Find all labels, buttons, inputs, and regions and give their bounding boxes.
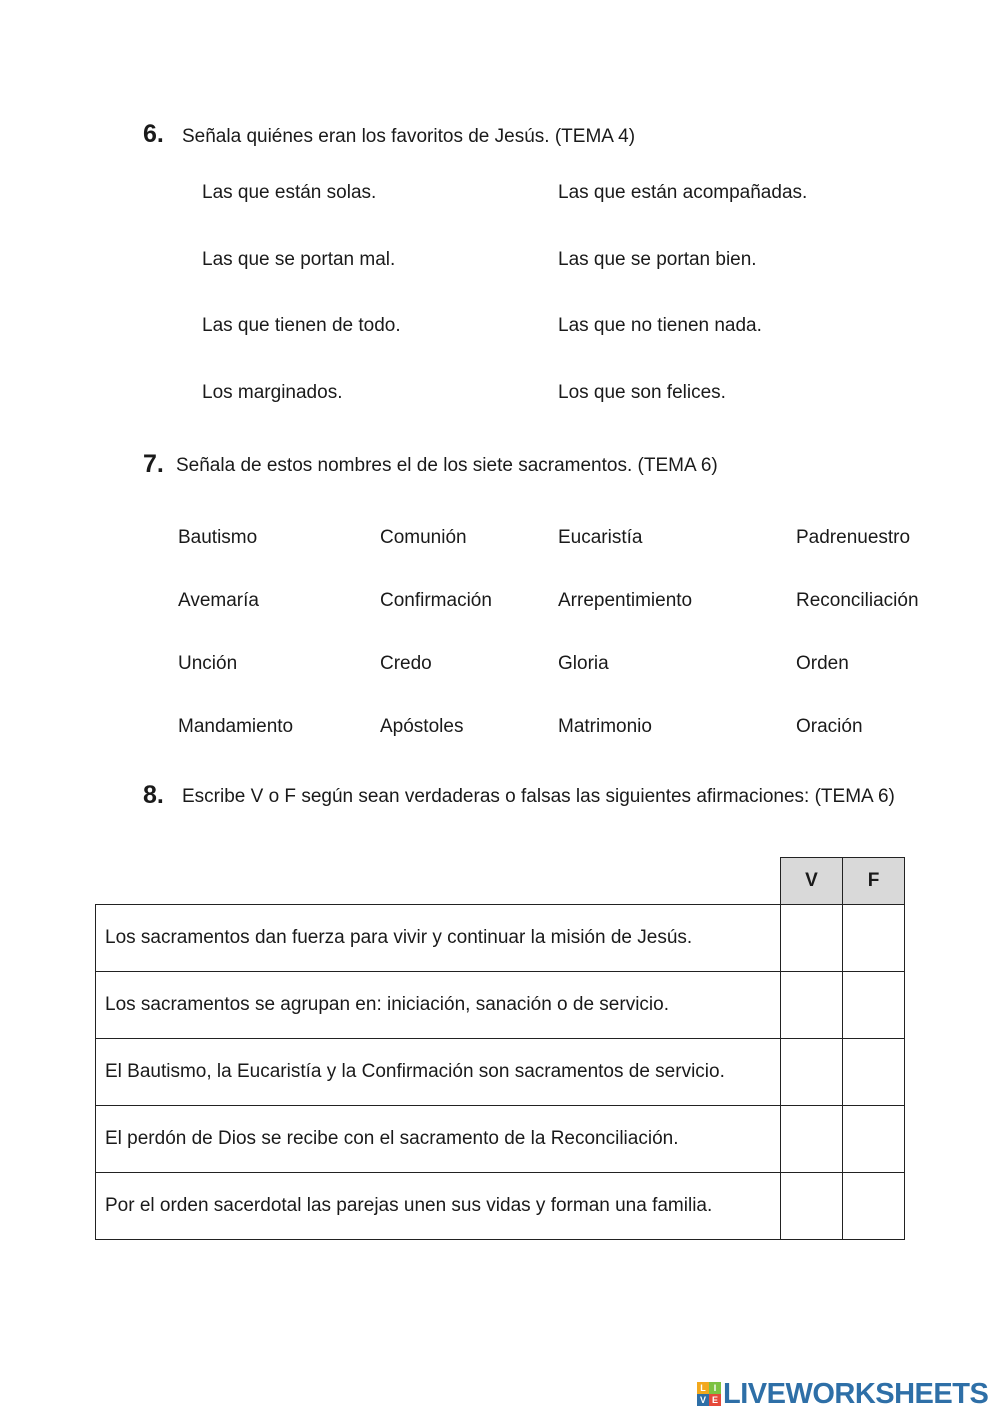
statement-text: Los sacramentos se agrupan en: iniciación, sanación o de servicio. [96,972,781,1039]
q7-option[interactable]: Oración [796,716,863,737]
column-header-v: V [781,858,843,905]
q6-option[interactable]: Las que se portan mal. [202,249,396,270]
answer-cell-f[interactable] [843,1173,905,1240]
answer-cell-v[interactable] [781,1173,843,1240]
statement-text: Por el orden sacerdotal las parejas unen sus vidas y forman una familia. [96,1173,781,1240]
q7-option[interactable]: Credo [380,653,432,674]
q7-option[interactable]: Matrimonio [558,716,652,737]
q6-text: Señala quiénes eran los favoritos de Jesús. (TEMA 4) [182,126,636,147]
table-header-row [96,858,905,905]
true-false-table [95,857,905,1240]
q7-number: 7. [143,450,164,478]
table-row [96,1173,905,1240]
q8-text: Escribe V o F según sean verdaderas o falsas las siguientes afirmaciones: (TEMA 6) [182,786,895,807]
q6-option[interactable]: Las que están acompañadas. [558,182,808,203]
column-header-f: F [843,858,905,905]
logo-text: LIVEWORKSHEETS [723,1377,989,1410]
q7-option[interactable]: Arrepentimiento [558,590,693,611]
answer-cell-v[interactable] [781,905,843,972]
q7-option[interactable]: Mandamiento [178,716,294,737]
q6-option[interactable]: Las que no tienen nada. [558,315,762,336]
q7-option[interactable]: Comunión [380,527,467,548]
q7-option[interactable]: Orden [796,653,849,674]
answer-cell-f[interactable] [843,905,905,972]
table-header-blank [96,858,781,905]
q6-number: 6. [143,120,164,148]
table-row [96,905,905,972]
answer-cell-v[interactable] [781,1106,843,1173]
q7-option[interactable]: Avemaría [178,590,259,611]
logo-mark-icon [697,1382,721,1406]
q6-option[interactable]: Las que se portan bien. [558,249,757,270]
logo-mark-letter: I [709,1382,721,1394]
q8-number: 8. [143,781,164,809]
q7-text: Señala de estos nombres el de los siete sacramentos. (TEMA 6) [176,455,718,476]
q6-option[interactable]: Los marginados. [202,382,343,403]
q6-option[interactable]: Las que tienen de todo. [202,315,401,336]
statement-text: El Bautismo, la Eucaristía y la Confirmación son sacramentos de servicio. [96,1039,781,1106]
liveworksheets-logo [697,1378,988,1410]
q6-option[interactable]: Las que están solas. [202,182,377,203]
table-row [96,972,905,1039]
q7-option[interactable]: Reconciliación [796,590,919,611]
logo-mark-letter: V [697,1394,709,1406]
answer-cell-v[interactable] [781,1039,843,1106]
q7-option[interactable]: Eucaristía [558,527,643,548]
table-row [96,1106,905,1173]
answer-cell-f[interactable] [843,1106,905,1173]
answer-cell-f[interactable] [843,972,905,1039]
q7-option[interactable]: Gloria [558,653,609,674]
statement-text: Los sacramentos dan fuerza para vivir y continuar la misión de Jesús. [96,905,781,972]
answer-cell-v[interactable] [781,972,843,1039]
q7-option[interactable]: Confirmación [380,590,492,611]
q7-option[interactable]: Padrenuestro [796,527,911,548]
q6-option[interactable]: Los que son felices. [558,382,726,403]
table-row [96,1039,905,1106]
answer-cell-f[interactable] [843,1039,905,1106]
q7-option[interactable]: Apóstoles [380,716,464,737]
q7-option[interactable]: Bautismo [178,527,258,548]
logo-mark-letter: L [697,1382,709,1394]
q7-option[interactable]: Unción [178,653,238,674]
statement-text: El perdón de Dios se recibe con el sacramento de la Reconciliación. [96,1106,781,1173]
logo-mark-letter: E [709,1394,721,1406]
